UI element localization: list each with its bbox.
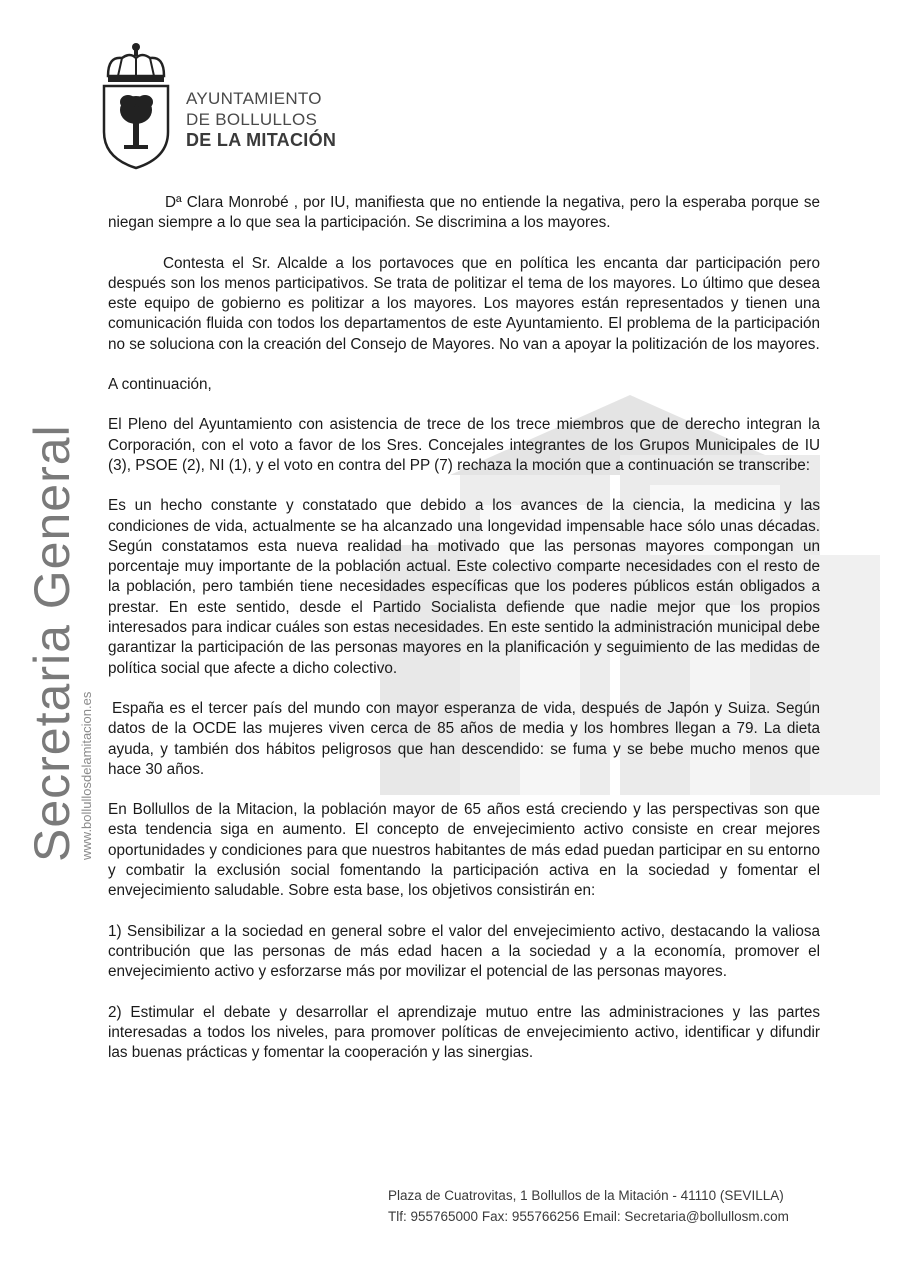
sidebar-url: www.bollullosdelamitacion.es bbox=[79, 691, 94, 860]
paragraph: El Pleno del Ayuntamiento con asistencia de trece de los trece miembros que de derecho integran la Corporación, con el voto a favor de los Sres. Concejales integrantes de los Grupos Municipales de IU (3), PSOE (2), NI (1), y el voto en contra del PP (7) rechaza la moción que a continuación se transcribe: bbox=[108, 416, 820, 474]
paragraph: España es el tercer país del mundo con mayor esperanza de vida, después de Japón y Suiza. Según datos de la OCDE las mujeres viven cerca de 85 años de media y los hombres llegan a 79. La dieta ayuda, y también dos hábitos peligrosos que han descendido: se fuma y se bebe mucho menos que hace 30 años. bbox=[108, 699, 820, 778]
paragraph: Es un hecho constante y constatado que debido a los avances de la ciencia, la medicina y las condiciones de vida, actualmente se ha alcanzado una longevidad impensable hace sólo unas décadas. Según constatamos esta nueva realidad ha motivado que las personas mayores compongan un porcentaje muy importante de la población actual. Este colectivo comparte necesidades con el resto de la población, pero también tiene necesidades específicas que los poderes públicos están obligados a prestar. En este sentido, desde el Partido Socialista defiende que nadie mejor que los propios interesados para indicar cuáles son estas necesidades. En este sentido la administración municipal debe garantizar la participación de las personas mayores en la planificación y seguimiento de las medidas de política social que afecte a dicho colectivo. bbox=[108, 497, 820, 677]
org-name-line1: AYUNTAMIENTO bbox=[186, 89, 322, 108]
paragraph: A continuación, bbox=[108, 376, 212, 394]
org-name-line2: DE BOLLULLOS bbox=[186, 110, 318, 129]
paragraph: Contesta el Sr. Alcalde a los portavoces que en política les encanta dar participación pero después son los menos participativos. Se trata de politizar el tema de los mayores. Lo último que desea este equipo de gobierno es politizar a los mayores. Los mayores están representados y tienen una comunicación fluida con todos los departamentos de este Ayuntamiento. El problema de la participación no se soluciona con la creación del Consejo de Mayores. No van a apoyar la politización de los mayores. bbox=[108, 254, 820, 353]
paragraph: 2) Estimular el debate y desarrollar el aprendizaje mutuo entre las administraciones y las partes interesadas a todos los niveles, para promover políticas de envejecimiento activo, identificar y difundir las buenas prácticas y fomentar la cooperación y las sinergias. bbox=[108, 1003, 820, 1062]
paragraph: En Bollullos de la Mitacion, la población mayor de 65 años está creciendo y las perspectivas son que esta tendencia siga en aumento. El concepto de envejecimiento activo consiste en crear mejores oportunidades y condiciones para que nuestros habitantes de más edad puedan participar en su entorno y combatir la exclusión social fomentando la participación activa en la sociedad y fomentar el envejecimiento saludable. Sobre esta base, los objetivos consistirán en: bbox=[108, 801, 820, 900]
document-body bbox=[108, 193, 820, 1083]
header-logo bbox=[100, 42, 350, 172]
coat-of-arms-icon bbox=[100, 42, 172, 170]
sidebar-title: Secretaria General bbox=[24, 424, 80, 862]
footer-contact: Tlf: 955765000 Fax: 955766256 Email: Secretaria@bollullosm.com bbox=[388, 1209, 789, 1224]
footer-address: Plaza de Cuatrovitas, 1 Bollullos de la Mitación - 41110 (SEVILLA) bbox=[388, 1188, 784, 1203]
paragraph: Dª Clara Monrobé , por IU, manifiesta que no entiende la negativa, pero la esperaba porque se niegan siempre a lo que sea la participación. Se discrimina a los mayores. bbox=[108, 194, 820, 232]
organization-name bbox=[186, 88, 336, 151]
footer bbox=[388, 1185, 828, 1227]
org-name-line3: DE LA MITACIÓN bbox=[186, 130, 337, 150]
paragraph: 1) Sensibilizar a la sociedad en general sobre el valor del envejecimiento activo, destacando la valiosa contribución que las personas de más edad hacen a la sociedad y a la economía, promover el envejecimiento activo y esforzarse más por movilizar el potencial de las personas mayores. bbox=[108, 922, 820, 981]
